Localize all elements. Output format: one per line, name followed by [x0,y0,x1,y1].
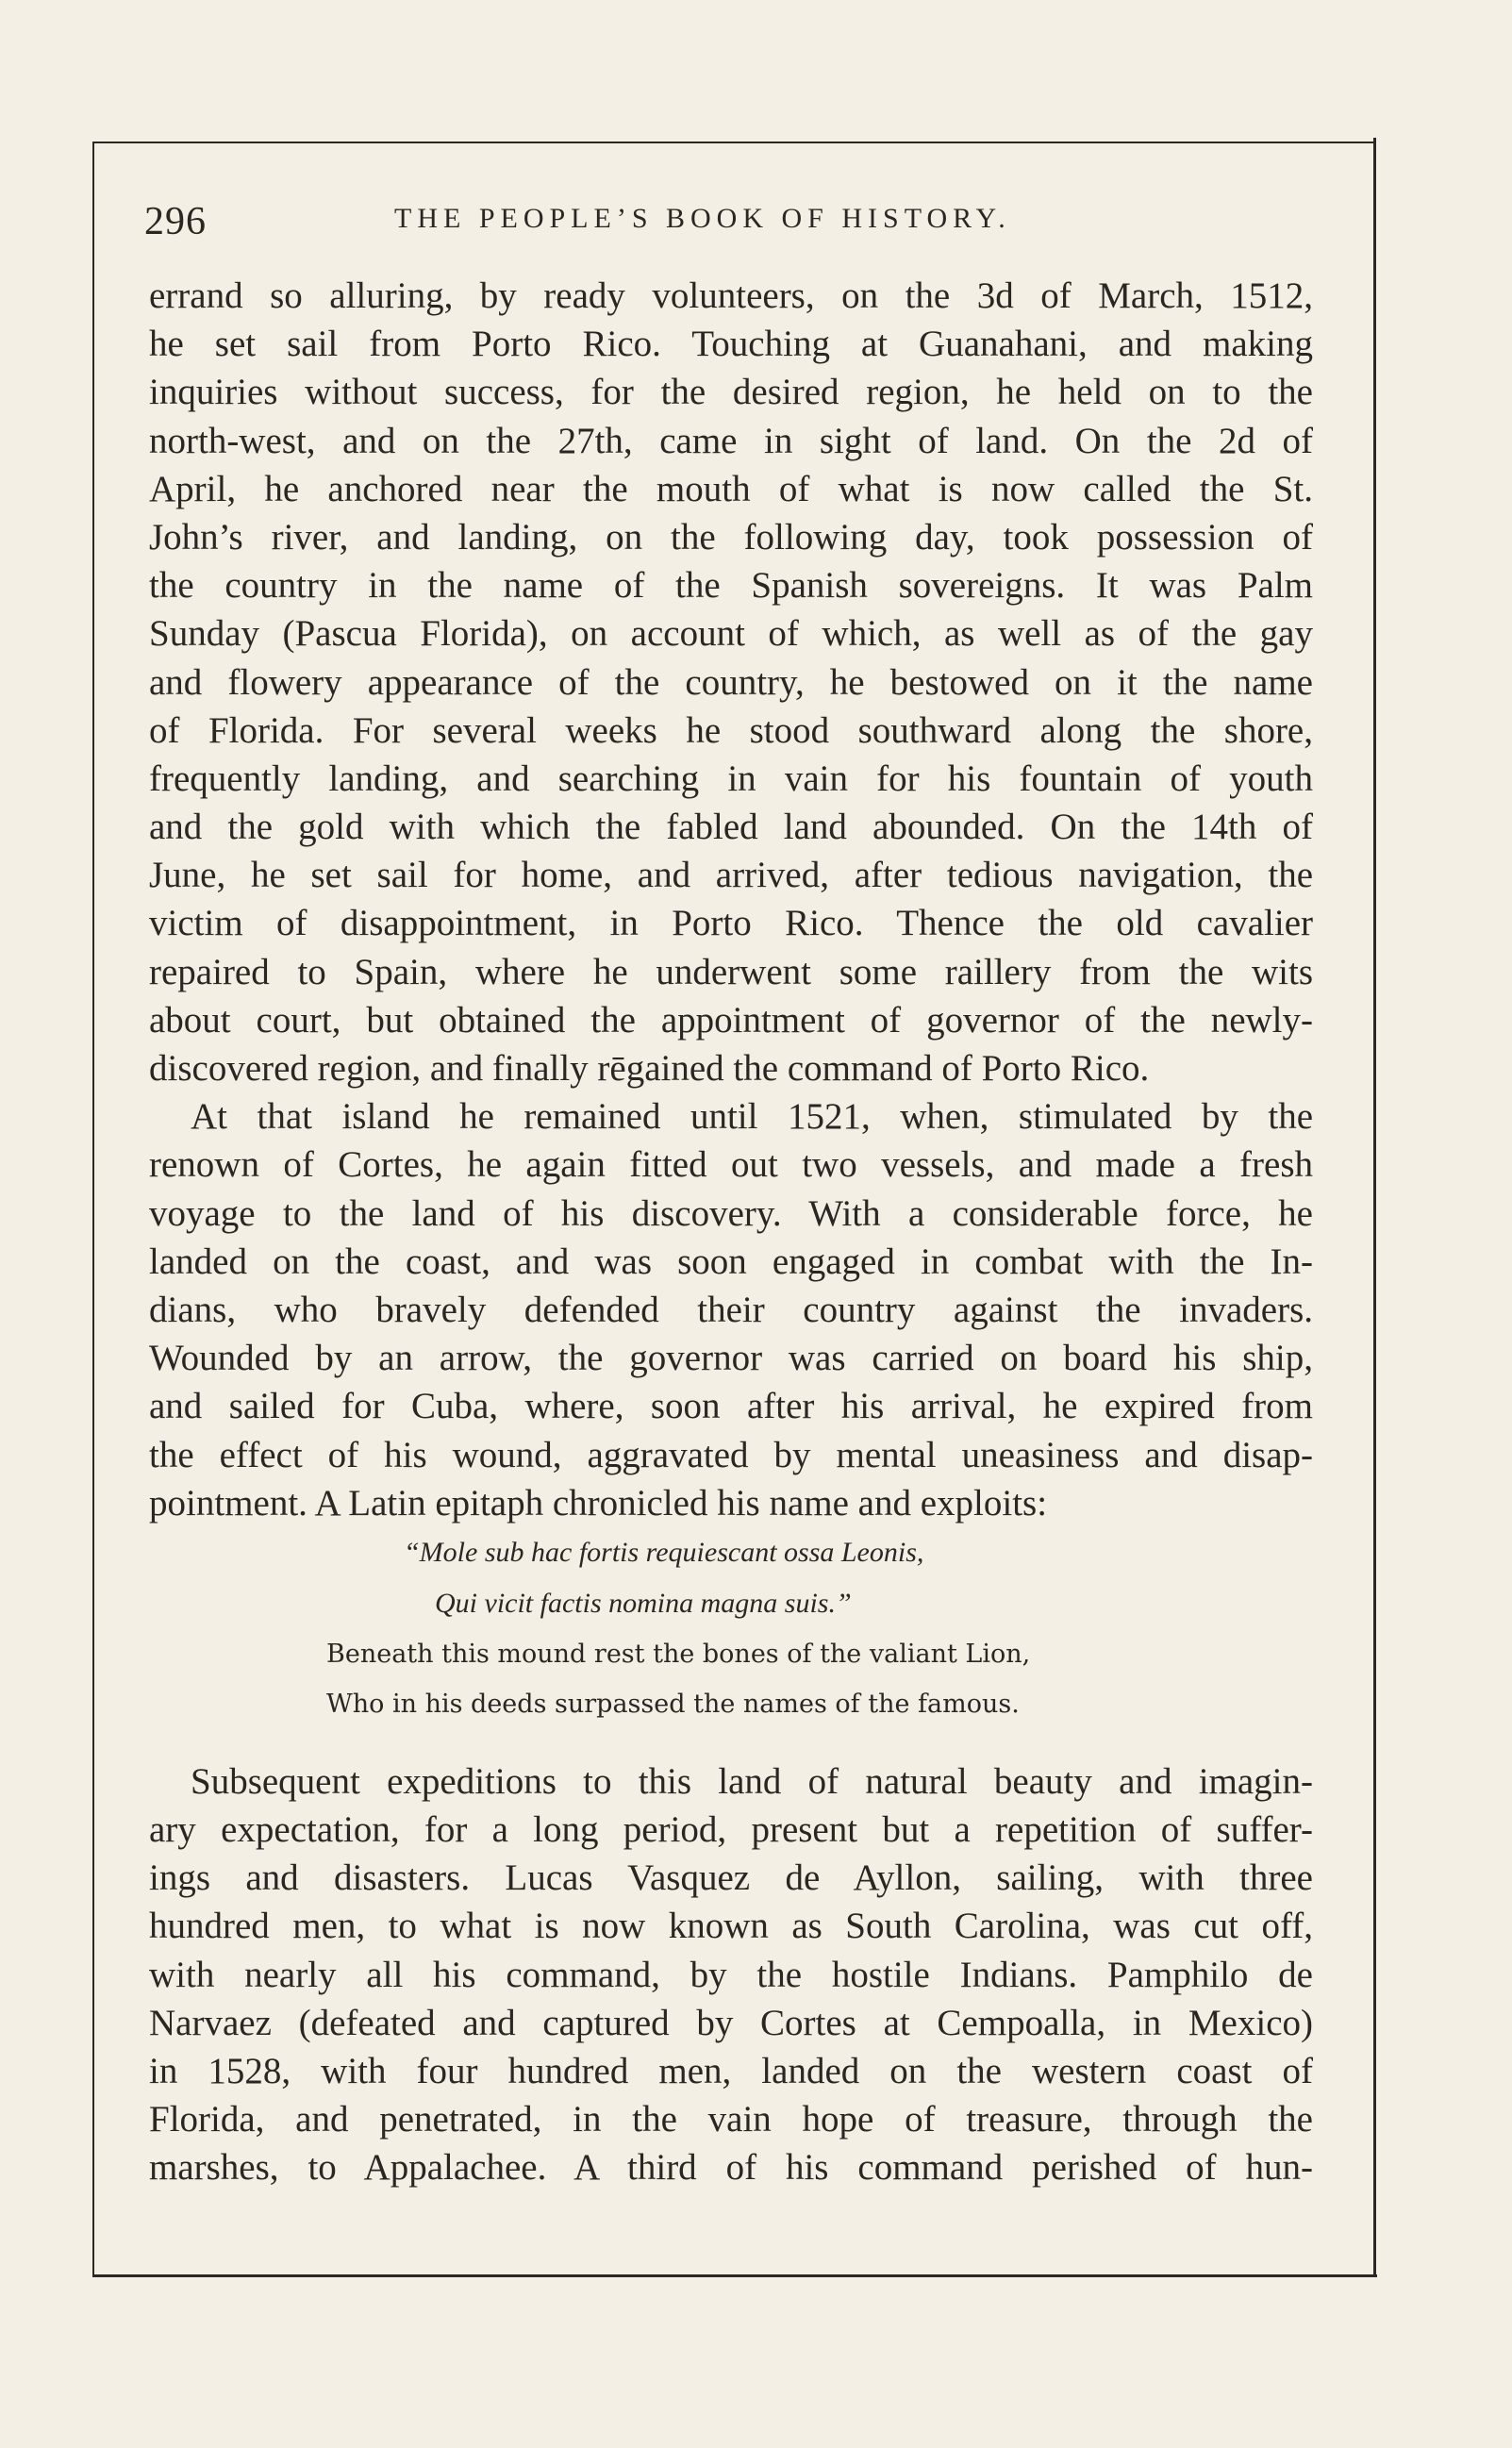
epitaph-translation-line: Who in his deeds surpassed the names of the famous. [326,1689,1020,1719]
text-line: errand so alluring, by ready volunteers, on the 3d of March, 1512, [149,275,1313,316]
text-line: hundred men, to what is now known as South Carolina, was cut off, [149,1906,1313,1947]
text-line: inquiries without success, for the desired region, he held on to the [149,372,1313,413]
epitaph-latin-line: “Mole sub hac fortis requiescant ossa Leonis, [404,1536,924,1568]
text-line: renown of Cortes, he again fitted out two vessels, and made a fresh [149,1144,1313,1186]
epitaph-translation-line: Beneath this mound rest the bones of the valiant Lion, [326,1639,1031,1669]
text-line: Sunday (Pascua Florida), on account of which, as well as of the gay [149,613,1313,655]
text-line: Narvaez (defeated and captured by Cortes at Cempoalla, in Mexico) [149,2002,1313,2043]
spacer [149,1729,1313,1757]
text-line: Florida, and penetrated, in the vain hope of treasure, through the [149,2099,1313,2140]
text-line: and sailed for Cuba, where, soon after his arrival, he expired from [149,1386,1313,1427]
text-line: April, he anchored near the mouth of what is now called the St. [149,468,1313,509]
page-number: 296 [144,200,207,243]
text-line: and the gold with which the fabled land abounded. On the 14th of [149,807,1313,848]
text-line: in 1528, with four hundred men, landed on the western coast of [149,2051,1313,2091]
text-line: frequently landing, and searching in vain for his fountain of youth [149,758,1313,799]
text-line: Subsequent expeditions to this land of natural beauty and imagin- [191,1760,1313,1802]
epitaph-latin-line: Qui vicit factis nomina magna suis.” [435,1587,852,1619]
text-line: ary expectation, for a long period, present but a repetition of suffer- [149,1809,1313,1851]
text-line: about court, but obtained the appointment of governor of the newly- [149,999,1313,1041]
text-line: Wounded by an arrow, the governor was carried on board his ship, [149,1338,1313,1379]
text-line: repaired to Spain, where he underwent some raillery from the wits [149,951,1313,992]
text-line: of Florida. For several weeks he stood southward along the shore, [149,709,1313,751]
text-line: and flowery appearance of the country, he bestowed on it the name [149,661,1313,703]
body-text [149,272,1313,2192]
text-line: June, he set sail for home, and arrived, after tedious navigation, the [149,855,1313,896]
text-line: the country in the name of the Spanish sovereigns. It was Palm [149,565,1313,607]
text-line: with nearly all his command, by the hostile Indians. Pamphilo de [149,1954,1313,1995]
page-border-right-edge [1373,138,1376,2277]
running-title: THE PEOPLE’S BOOK OF HISTORY. [394,203,1011,234]
text-line: marshes, to Appalachee. A third of his command perished of hun- [149,2147,1313,2189]
text-line: At that island he remained until 1521, when, stimulated by the [191,1096,1313,1138]
page-header [144,193,1314,250]
text-line: the effect of his wound, aggravated by mental uneasiness and disap- [149,1434,1313,1475]
text-line: pointment. A Latin epitaph chronicled his name and exploits: [149,1482,1048,1524]
page-border-bottom-edge [92,2274,1377,2277]
text-line: voyage to the land of his discovery. With a considerable force, he [149,1192,1313,1234]
text-line: John’s river, and landing, on the following day, took possession of [149,516,1313,558]
text-line: north-west, and on the 27th, came in sight of land. On the 2d of [149,420,1313,461]
text-line: victim of disappointment, in Porto Rico. Thence the old cavalier [149,903,1313,944]
text-line: landed on the coast, and was soon engaged in combat with the In- [149,1241,1313,1282]
text-line: discovered region, and finally rēgained the command of Porto Rico. [149,1048,1150,1089]
text-line: dians, who bravely defended their country against the invaders. [149,1289,1313,1330]
text-line: he set sail from Porto Rico. Touching at Guanahani, and making [149,324,1313,365]
text-line: ings and disasters. Lucas Vasquez de Ayllon, sailing, with three [149,1857,1313,1899]
